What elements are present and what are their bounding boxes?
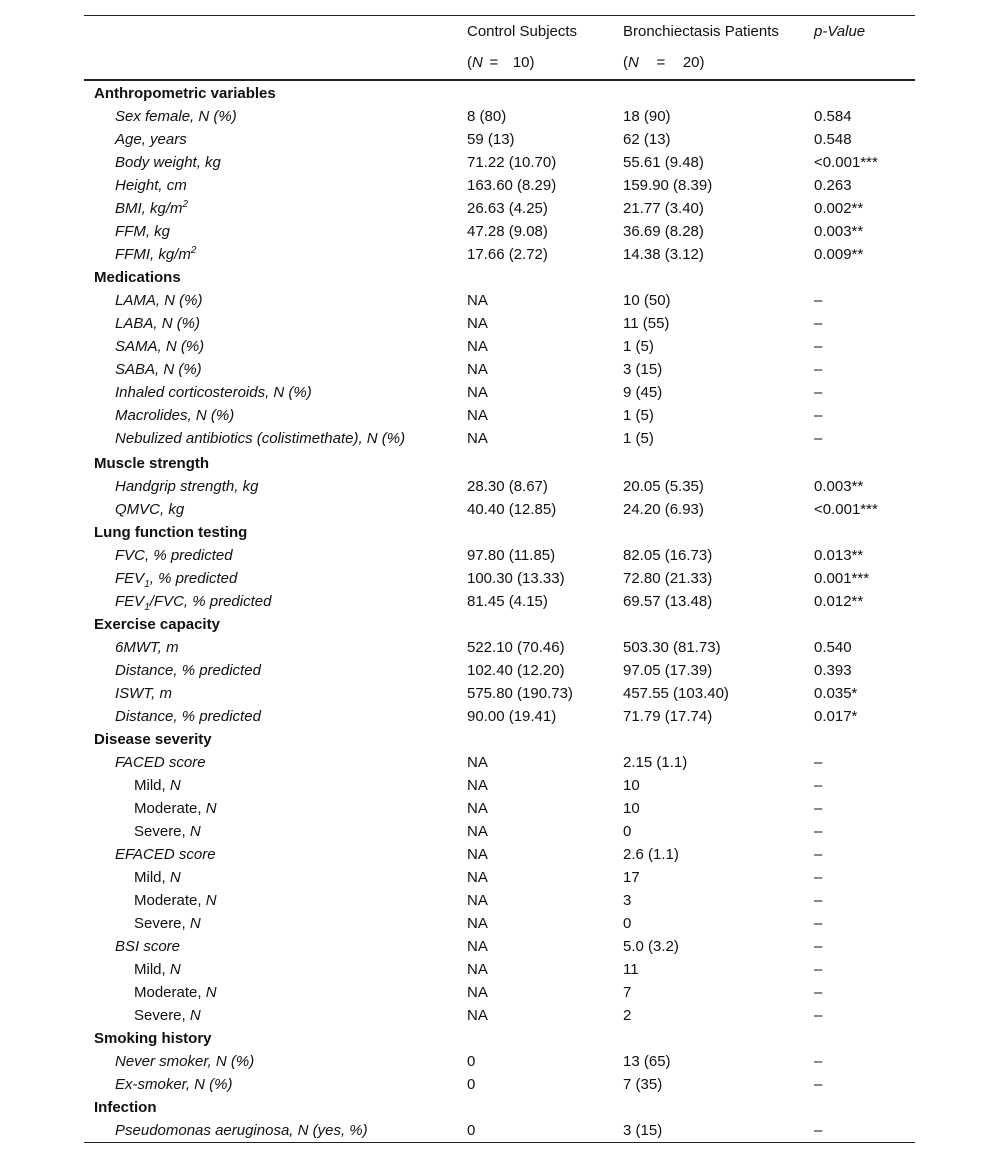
patients-value: 36.69 (8.28) [623, 223, 704, 240]
control-value: 28.30 (8.67) [467, 478, 548, 495]
control-value: NA [467, 292, 488, 309]
row-label: $FEV_1$, % predicted [115, 570, 238, 590]
row-label: LAMA, N (%) [115, 292, 203, 309]
p-value: 0.540 [814, 639, 852, 656]
p-value: – [814, 984, 823, 1001]
patients-value: 0 [623, 823, 632, 840]
p-value: – [814, 1007, 823, 1024]
p-value: 0.012** [814, 593, 864, 610]
table-header [84, 16, 915, 81]
table-row [84, 958, 915, 981]
row-label: ISWT, m [115, 685, 172, 702]
section-header-row [84, 613, 915, 636]
control-value: NA [467, 1007, 488, 1024]
control-value: NA [467, 800, 488, 817]
control-value: NA [467, 915, 488, 932]
control-value: NA [467, 361, 488, 378]
row-label: Inhaled corticosteroids, N (%) [115, 384, 312, 401]
patients-value: 18 (90) [623, 108, 671, 125]
control-value: NA [467, 869, 488, 886]
table-row [84, 912, 915, 935]
patients-value: 71.79 (17.74) [623, 708, 713, 725]
patients-value: 13 (65) [623, 1053, 671, 1070]
control-value: NA [467, 338, 488, 355]
row-label: BSI score [115, 938, 181, 955]
characteristics-table [84, 15, 915, 1143]
p-value: – [814, 1122, 823, 1139]
p-value: <0.001*** [814, 501, 878, 518]
row-label: Lung function testing [94, 524, 248, 541]
row-label: Disease severity [94, 731, 212, 748]
row-label: Severe, N [134, 915, 201, 932]
patients-value: 3 (15) [623, 361, 663, 378]
col-header-patients-n: (N = 20) [623, 54, 705, 71]
section-header-row [84, 450, 915, 475]
table-row [84, 128, 915, 151]
row-label: Moderate, N [134, 984, 217, 1001]
patients-value: 159.90 (8.39) [623, 177, 713, 194]
section-header-row [84, 1027, 915, 1050]
control-value: 47.28 (9.08) [467, 223, 548, 240]
row-label: Mild, N [134, 961, 181, 978]
patients-value: 10 [623, 800, 640, 817]
row-label: Anthropometric variables [94, 85, 276, 102]
control-value: NA [467, 407, 488, 424]
section-header-row [84, 728, 915, 751]
p-value: 0.009** [814, 246, 864, 263]
table-row [84, 312, 915, 335]
p-value: – [814, 1076, 823, 1093]
patients-value: 10 [623, 777, 640, 794]
row-label: Pseudomonas aeruginosa, N (yes, %) [115, 1122, 368, 1139]
patients-value: 10 (50) [623, 292, 671, 309]
control-value: 40.40 (12.85) [467, 501, 557, 518]
table-row [84, 659, 915, 682]
p-value: – [814, 292, 823, 309]
p-value: 0.035* [814, 685, 858, 702]
control-value: NA [467, 892, 488, 909]
patients-value: 7 [623, 984, 632, 1001]
control-value: NA [467, 938, 488, 955]
col-header-control-n: (N = 10) [467, 54, 535, 71]
table-row [84, 243, 915, 266]
table-row [84, 705, 915, 728]
row-label: QMVC, kg [115, 501, 185, 518]
section-header-row [84, 266, 915, 289]
row-label: Body weight, kg [115, 154, 221, 171]
patients-value: 69.57 (13.48) [623, 593, 713, 610]
row-label: Infection [94, 1099, 157, 1116]
table-row [84, 590, 915, 613]
table-row [84, 381, 915, 404]
patients-value: 55.61 (9.48) [623, 154, 704, 171]
row-label: SABA, N (%) [115, 361, 202, 378]
table-row [84, 335, 915, 358]
patients-value: 14.38 (3.12) [623, 246, 704, 263]
section-header-row [84, 1096, 915, 1119]
p-value: – [814, 315, 823, 332]
patients-value: 1 (5) [623, 430, 654, 447]
patients-value: 0 [623, 915, 632, 932]
p-value: 0.001*** [814, 570, 870, 587]
control-value: 102.40 (12.20) [467, 662, 565, 679]
row-label: Never smoker, N (%) [115, 1053, 255, 1070]
table-row [84, 843, 915, 866]
col-header-pvalue: p-Value [814, 23, 866, 40]
patients-value: 9 (45) [623, 384, 663, 401]
table-row [84, 1073, 915, 1096]
patients-value: 11 [623, 961, 639, 978]
table-row [84, 475, 915, 498]
col-header-patients: Bronchiectasis Patients [623, 23, 779, 40]
patients-value: 2 [623, 1007, 632, 1024]
p-value: – [814, 777, 823, 794]
patients-value: 457.55 (103.40) [623, 685, 729, 702]
row-label: Distance, % predicted [115, 662, 261, 679]
table-row [84, 151, 915, 174]
control-value: NA [467, 984, 488, 1001]
control-value: 100.30 (13.33) [467, 570, 565, 587]
control-value: 575.80 (190.73) [467, 685, 573, 702]
table-body [84, 81, 915, 1142]
p-value: 0.017* [814, 708, 858, 725]
control-value: NA [467, 430, 488, 447]
control-value: NA [467, 754, 488, 771]
patients-value: 17 [623, 869, 640, 886]
table-row [84, 427, 915, 450]
p-value: – [814, 938, 823, 955]
control-value: 0 [467, 1122, 476, 1139]
patients-value: 62 (13) [623, 131, 671, 148]
row-label: Mild, N [134, 777, 181, 794]
patients-value: 503.30 (81.73) [623, 639, 721, 656]
p-value: 0.003** [814, 478, 864, 495]
table-row [84, 751, 915, 774]
table-row [84, 498, 915, 521]
p-value: 0.013** [814, 547, 864, 564]
patients-value: 24.20 (6.93) [623, 501, 704, 518]
p-value: – [814, 823, 823, 840]
table-row [84, 544, 915, 567]
table-row [84, 636, 915, 659]
p-value: 0.003** [814, 223, 864, 240]
patients-value: 3 (15) [623, 1122, 663, 1139]
table-row [84, 1004, 915, 1027]
table-row [84, 981, 915, 1004]
control-value: 26.63 (4.25) [467, 200, 548, 217]
row-label: LABA, N (%) [115, 315, 201, 332]
table-row [84, 289, 915, 312]
control-value: 522.10 (70.46) [467, 639, 565, 656]
p-value: – [814, 754, 823, 771]
table-row [84, 1050, 915, 1073]
control-value: 8 (80) [467, 108, 507, 125]
row-label: Severe, N [134, 1007, 201, 1024]
control-value: 0 [467, 1076, 476, 1093]
control-value: NA [467, 846, 488, 863]
table-row [84, 866, 915, 889]
table-row [84, 174, 915, 197]
row-label: Mild, N [134, 869, 181, 886]
row-label: $FEV_1$/FVC, % predicted [115, 593, 272, 613]
p-value: – [814, 430, 823, 447]
patients-value: 20.05 (5.35) [623, 478, 704, 495]
p-value: <0.001*** [814, 154, 878, 171]
row-label: Age, years [115, 131, 187, 148]
p-value: – [814, 846, 823, 863]
row-label: Muscle strength [94, 455, 210, 472]
control-value: 17.66 (2.72) [467, 246, 548, 263]
table-row [84, 682, 915, 705]
table-row [84, 404, 915, 427]
table-row [84, 935, 915, 958]
row-label: Moderate, N [134, 800, 217, 817]
row-label: Moderate, N [134, 892, 217, 909]
row-label: Severe, N [134, 823, 201, 840]
control-value: NA [467, 315, 488, 332]
patients-value: 2.15 (1.1) [623, 754, 688, 771]
row-label: FFM, kg [115, 223, 170, 240]
table-row [84, 197, 915, 220]
patients-value: 1 (5) [623, 407, 654, 424]
patients-value: 1 (5) [623, 338, 654, 355]
patients-value: 11 (55) [623, 315, 670, 332]
p-value: 0.584 [814, 108, 852, 125]
p-value: – [814, 961, 823, 978]
table-row [84, 358, 915, 381]
row-label: FFMI, $kg/m^2$ [115, 245, 197, 263]
patients-value: 97.05 (17.39) [623, 662, 713, 679]
control-value: 59 (13) [467, 131, 515, 148]
p-value: – [814, 361, 823, 378]
table-row [84, 889, 915, 912]
patients-value: 7 (35) [623, 1076, 663, 1093]
control-value: 71.22 (10.70) [467, 154, 557, 171]
section-header-row [84, 521, 915, 544]
row-label: FVC, % predicted [115, 547, 233, 564]
row-label: SAMA, N (%) [115, 338, 205, 355]
control-value: NA [467, 823, 488, 840]
row-label: BMI, $kg/m^2$ [115, 199, 189, 217]
table-row [84, 105, 915, 128]
table-row [84, 567, 915, 590]
control-value: NA [467, 384, 488, 401]
row-label: 6MWT, m [115, 639, 179, 656]
p-value: 0.393 [814, 662, 852, 679]
row-label: Smoking history [94, 1030, 212, 1047]
row-label: EFACED score [115, 846, 216, 863]
row-label: Exercise capacity [94, 616, 220, 633]
p-value: – [814, 800, 823, 817]
p-value: – [814, 869, 823, 886]
row-label: Height, cm [115, 177, 187, 194]
patients-value: 21.77 (3.40) [623, 200, 704, 217]
p-value: – [814, 892, 823, 909]
patients-value: 2.6 (1.1) [623, 846, 679, 863]
p-value: – [814, 1053, 823, 1070]
patients-value: 3 [623, 892, 632, 909]
p-value: – [814, 407, 823, 424]
table-row [84, 1119, 915, 1142]
control-value: 81.45 (4.15) [467, 593, 548, 610]
patients-value: 82.05 (16.73) [623, 547, 713, 564]
control-value: 0 [467, 1053, 476, 1070]
control-value: 163.60 (8.29) [467, 177, 557, 194]
section-header-row [84, 82, 915, 105]
row-label: FACED score [115, 754, 206, 771]
patients-value: 72.80 (21.33) [623, 570, 713, 587]
control-value: 90.00 (19.41) [467, 708, 557, 725]
p-value: 0.548 [814, 131, 852, 148]
table-row [84, 220, 915, 243]
control-value: NA [467, 961, 488, 978]
control-value: NA [467, 777, 488, 794]
table-row [84, 797, 915, 820]
p-value: 0.263 [814, 177, 852, 194]
row-label: Medications [94, 269, 181, 286]
row-label: Sex female, N (%) [115, 108, 237, 125]
row-label: Distance, % predicted [115, 708, 261, 725]
patients-value: 5.0 (3.2) [623, 938, 679, 955]
control-value: 97.80 (11.85) [467, 547, 556, 564]
row-label: Macrolides, N (%) [115, 407, 235, 424]
row-label: Nebulized antibiotics (colistimethate), N (%) [115, 430, 406, 447]
p-value: – [814, 915, 823, 932]
table-row [84, 774, 915, 797]
p-value: – [814, 384, 823, 401]
table-row [84, 820, 915, 843]
row-label: Handgrip strength, kg [115, 478, 259, 495]
col-header-control: Control Subjects [467, 23, 578, 40]
p-value: – [814, 338, 823, 355]
p-value: 0.002** [814, 200, 864, 217]
row-label: Ex-smoker, N (%) [115, 1076, 233, 1093]
